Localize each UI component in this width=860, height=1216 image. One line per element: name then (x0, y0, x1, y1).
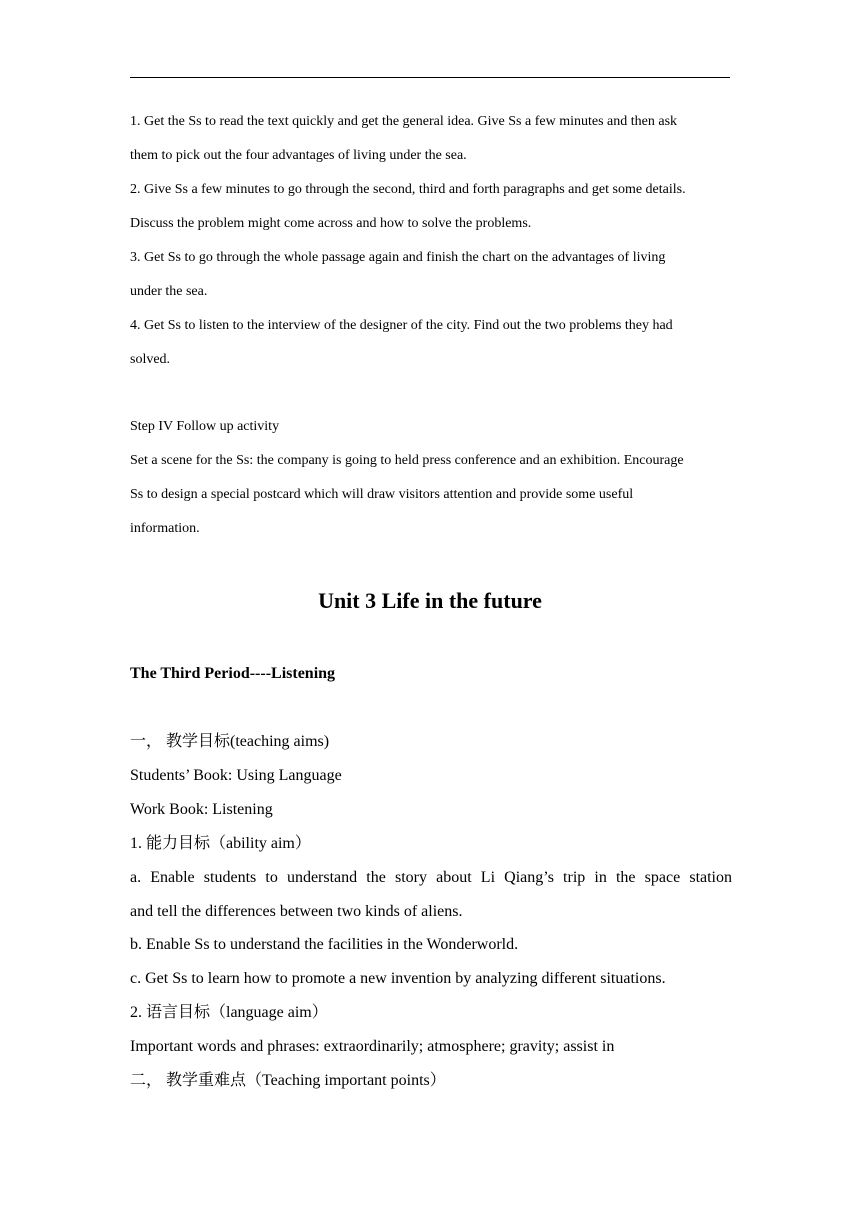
lesson-step-line: 1. Get the Ss to read the text quickly and get the general idea. Give Ss a few minutes and then ask (130, 114, 678, 129)
important-points-heading: 二， 教学重难点（Teaching important points） (130, 1072, 446, 1089)
ability-aim-a: a. Enable students to understand the story about Li Qiang’s trip in the space station (130, 869, 732, 886)
lesson-step-line: 2. Give Ss a few minutes to go through the second, third and forth paragraphs and get some details. (130, 182, 686, 197)
ability-aim-b: b. Enable Ss to understand the facilities in the Wonderworld. (130, 936, 519, 953)
language-aim-heading: 2. 语言目标（language aim） (130, 1004, 328, 1021)
lesson-step-line: solved. (130, 352, 171, 367)
book-line: Students’ Book: Using Language (130, 767, 342, 784)
ability-aim-a-cont: and tell the differences between two kinds of aliens. (130, 903, 463, 920)
header-rule (130, 77, 730, 78)
book-line: Work Book: Listening (130, 801, 273, 818)
step-iv-line: Set a scene for the Ss: the company is going to held press conference and an exhibition. Encourage (130, 453, 684, 468)
period-title: The Third Period----Listening (130, 665, 336, 682)
aims-heading: 一， 教学目标(teaching aims) (130, 733, 330, 750)
lesson-step-line: them to pick out the four advantages of living under the sea. (130, 148, 467, 163)
unit-title: Unit 3 Life in the future (318, 588, 542, 613)
ability-aim-c: c. Get Ss to learn how to promote a new invention by analyzing different situations. (130, 970, 666, 987)
step-iv-line: Ss to design a special postcard which will draw visitors attention and provide some useful (130, 487, 634, 502)
step-iv-heading: Step IV Follow up activity (130, 419, 280, 434)
step-iv-line: information. (130, 521, 200, 536)
ability-aim-heading: 1. 能力目标（ability aim） (130, 835, 311, 852)
lesson-step-line: 3. Get Ss to go through the whole passage again and finish the chart on the advantages of living (130, 250, 666, 265)
lesson-step-line: Discuss the problem might come across and how to solve the problems. (130, 216, 532, 231)
lesson-step-line: 4. Get Ss to listen to the interview of the designer of the city. Find out the two problems they had (130, 318, 673, 333)
language-aim-words: Important words and phrases: extraordinarily; atmosphere; gravity; assist in (130, 1038, 615, 1055)
lesson-step-line: under the sea. (130, 284, 208, 299)
